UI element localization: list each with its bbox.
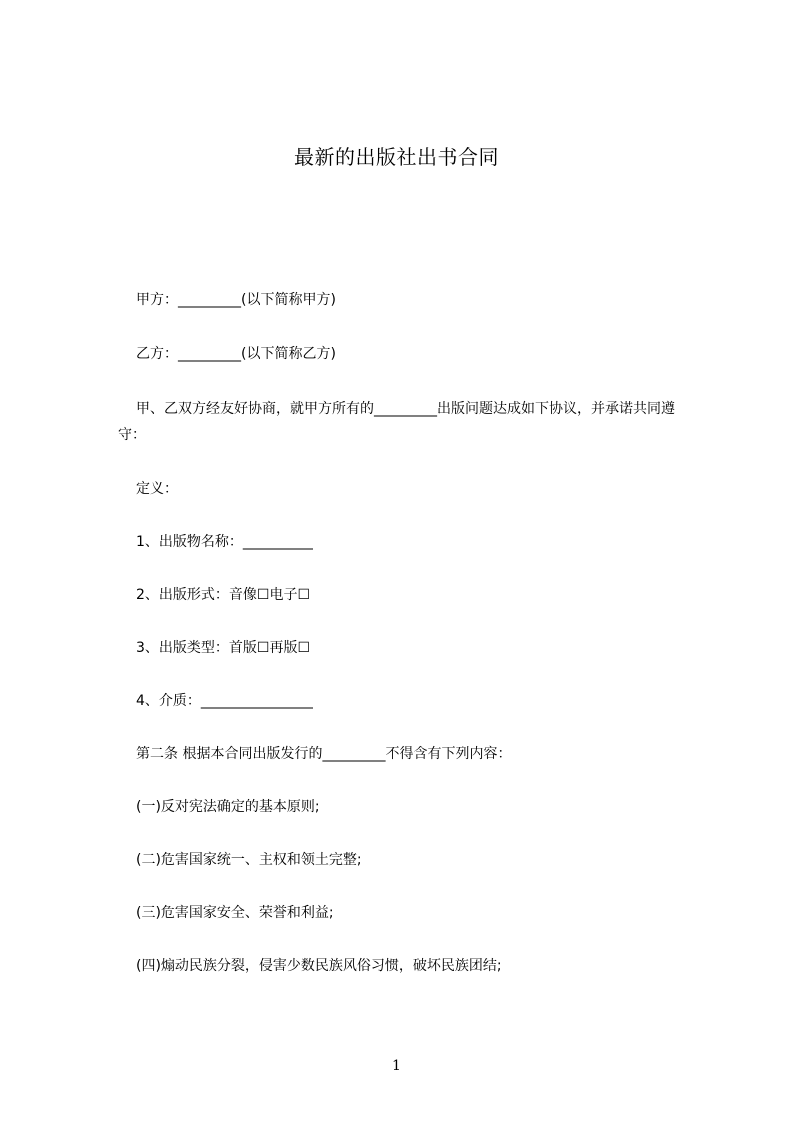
item-publication-type: 3、出版类型：首版☐再版☐	[136, 640, 311, 656]
item-medium: 4、介质：________________	[136, 693, 313, 709]
party-a-line: 甲方：_________(以下简称甲方)	[136, 292, 336, 308]
definition-heading: 定义：	[136, 481, 178, 497]
prohibition-item: (四)煽动民族分裂，侵害少数民族风俗习惯，破坏民族团结;	[136, 958, 502, 974]
article-2-heading: 第二条 根据本合同出版发行的_________不得含有下列内容：	[136, 746, 512, 762]
prohibition-item: (三)危害国家安全、荣誉和利益;	[136, 905, 334, 921]
party-b-line: 乙方：_________(以下简称乙方)	[136, 346, 336, 362]
preamble-paragraph: 甲、乙双方经友好协商，就甲方所有的_________出版问题达成如下协议，并承诺共同遵守：	[118, 401, 675, 443]
page-number: 1	[392, 1058, 401, 1074]
document-title: 最新的出版社出书合同	[294, 145, 499, 169]
prohibition-item: (二)危害国家统一、主权和领土完整;	[136, 852, 362, 868]
item-publication-name: 1、出版物名称：__________	[136, 534, 313, 550]
item-publication-form: 2、出版形式：音像☐电子☐	[136, 587, 311, 603]
prohibition-item: (一)反对宪法确定的基本原则;	[136, 799, 320, 815]
